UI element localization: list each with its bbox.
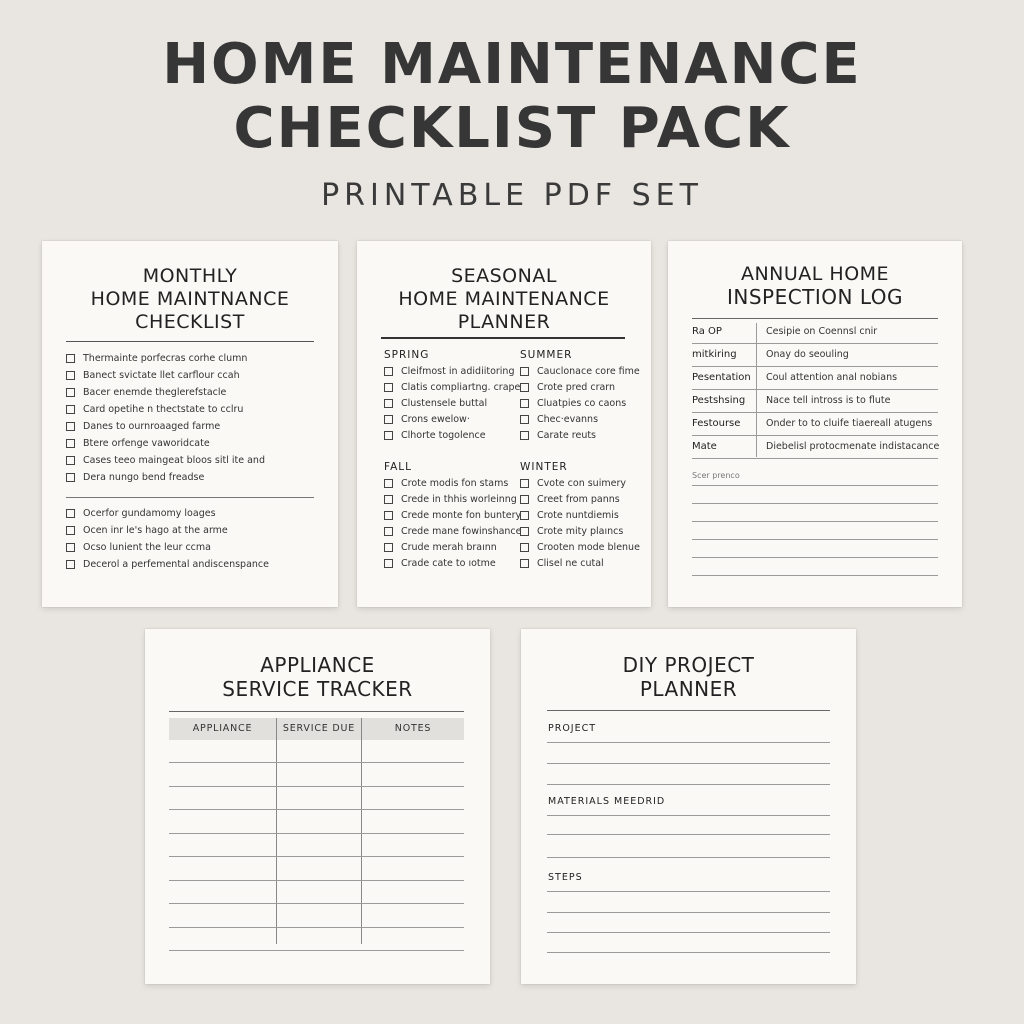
log-row [692,414,938,436]
log-row-label: mitkiring [692,349,737,360]
divider [66,341,314,342]
sheet-title [521,653,856,701]
sheet-title-line: MONTHLY [142,265,238,287]
section-label-project: PROJECT [548,723,597,734]
column-header-service-due: SERVICE DUE [277,718,361,740]
pack-title-line1: HOME MAINTENANCE [162,32,862,97]
checkbox[interactable] [384,511,393,520]
sheet-title-line: SERVICE TRACKER [222,677,413,701]
checklist-item-text: Cluatpies co caons [537,397,627,409]
checkbox[interactable] [66,456,75,465]
checklist-item [520,556,604,570]
checklist-item-text: Crote modis fon stams [401,477,509,489]
checklist-item-text: Cases teeo maingeat bloos sitl ite and [83,454,265,466]
divider [66,497,314,498]
checkbox[interactable] [384,383,393,392]
log-row-value: Nace tell intross is to flute [766,395,891,406]
checkbox[interactable] [520,479,529,488]
row-line [692,343,938,344]
checklist-item-text: Crede monte fon buntery [401,509,522,521]
checklist-item [66,368,240,382]
sheet-title-line: SEASONAL [451,265,557,287]
log-row-label: Pestshsing [692,395,746,406]
checklist-item-text: Crote pred crarn [537,381,616,393]
checkbox[interactable] [384,415,393,424]
checklist-item [66,402,243,416]
checklist-item-text: Btere orfenge vaworidcate [83,437,210,449]
log-row [692,322,938,344]
row-line [692,435,938,436]
season-label-spring: SPRING [384,349,430,361]
checklist-item-text: Crade cate to ıotme [401,557,496,569]
checkbox[interactable] [520,383,529,392]
checklist-item-text: Crons ewelow· [401,413,470,425]
sheet-title [145,653,490,701]
checkbox[interactable] [520,527,529,536]
sheet-title-line: PLANNER [457,311,551,333]
checklist-item-text: Bacer enemde theglerefstacle [83,386,227,398]
checklist-item-text: Cleifmost in adidiitoring [401,365,515,377]
checkbox[interactable] [520,399,529,408]
table-row-line[interactable] [169,903,464,904]
checkbox[interactable] [384,399,393,408]
sheet-title [42,265,338,334]
write-line[interactable] [547,834,830,835]
checklist-item [520,540,640,554]
write-line[interactable] [547,932,830,933]
checklist-item-text: Clisel ne cutal [537,557,604,569]
checkbox[interactable] [66,371,75,380]
checklist-item [66,506,216,520]
checklist-item-text: Clatis compliartng. crape [401,381,521,393]
checklist-item-text: Crede in thhis worleinng [401,493,517,505]
table-row-line[interactable] [169,762,464,763]
checklist-item [384,540,497,554]
divider [547,710,830,711]
log-row-label: Ra OP [692,326,722,337]
notes-label: Scer prenco [692,471,740,480]
row-line [692,366,938,367]
log-row-label: Mate [692,441,717,452]
checklist-item [520,396,626,410]
checklist-item-text: Crede mane fowinshance [401,525,522,537]
table-row-line[interactable] [169,950,464,951]
checklist-item-text: Cauclonace core fime [537,365,640,377]
section-label-materials: MATERIALS MEEDRID [548,796,666,807]
section-label-steps: STEPS [548,872,583,883]
notes-line[interactable] [692,539,938,540]
checkbox[interactable] [66,509,75,518]
seasonal-planner-sheet [357,241,651,607]
log-row-value: Onay do seouling [766,349,849,360]
pack-subtitle: PRINTABLE PDF SET [321,178,703,213]
row-line [692,458,938,459]
checklist-item-text: Crote nuntdiemis [537,509,619,521]
sheet-title-line: INSPECTION LOG [726,285,904,309]
sheet-title-line: HOME MAINTNANCE [90,288,290,310]
checklist-item [66,419,220,433]
pack-title-line2: CHECKLIST PACK [233,96,791,161]
log-row [692,391,938,413]
divider [381,337,625,339]
checkbox[interactable] [384,543,393,552]
sheet-title [668,263,962,309]
log-row-value: Onder to to cluife tiaereall atugens [766,418,933,429]
appliance-service-tracker-sheet [145,629,490,984]
checklist-item [384,524,522,538]
checklist-item [384,364,514,378]
checklist-item-text: Ocerfor gundamomy loages [83,507,216,519]
sheet-title-line: CHECKLIST [135,311,245,333]
write-line[interactable] [547,742,830,743]
write-line[interactable] [547,952,830,953]
checklist-item [66,470,204,484]
checklist-item [384,476,508,490]
checklist-item-text: Decerol a perfemental andiscenspance [83,558,269,570]
checkbox[interactable] [520,559,529,568]
checklist-item [66,436,210,450]
checklist-item-text: Creet from panns [537,493,620,505]
sheet-title-line: ANNUAL HOME [740,263,890,285]
sheet-title-line: DIY PROJECT [622,653,755,677]
divider [169,711,464,712]
checklist-item [66,351,247,365]
checklist-item-text: Crooten mode blenue [537,541,640,553]
checkbox[interactable] [520,367,529,376]
checklist-item-text: Banect svictate llet carflour ccah [83,369,240,381]
table-row-line[interactable] [169,880,464,881]
checkbox[interactable] [66,543,75,552]
checkbox[interactable] [384,495,393,504]
checkbox[interactable] [384,559,393,568]
annual-inspection-log-sheet [668,241,962,607]
season-label-fall: FALL [384,461,412,473]
checklist-item [384,412,470,426]
checkbox[interactable] [384,479,393,488]
notes-line[interactable] [692,521,938,522]
checklist-item [384,508,521,522]
checklist-item [520,508,619,522]
checkbox[interactable] [66,405,75,414]
checklist-item-text: Dera nungo bend freadse [83,471,205,483]
table-row-line[interactable] [169,809,464,810]
checklist-item [520,380,615,394]
row-line [692,389,938,390]
sheet-title [357,265,651,334]
checklist-item-text: Clhorte togolence [401,429,486,441]
checkbox[interactable] [66,388,75,397]
checklist-item-text: Cvote con suimery [537,477,626,489]
checklist-item-text: Crote mity plaıncs [537,525,624,537]
divider [692,318,938,319]
tracker-table [169,718,464,948]
checkbox[interactable] [66,473,75,482]
checklist-item [66,540,211,554]
sheet-title-line: HOME MAINTENANCE [398,288,610,310]
checklist-item [520,492,620,506]
checkbox[interactable] [66,560,75,569]
notes-line[interactable] [692,575,938,576]
table-row-line[interactable] [169,856,464,857]
checkbox[interactable] [66,422,75,431]
checkbox[interactable] [384,367,393,376]
sheet-title-line: PLANNER [639,677,738,701]
log-row-value: Diebelisl protocmenate indistacance [766,441,940,452]
log-row [692,368,938,390]
table-row-line[interactable] [169,786,464,787]
checklist-item [66,385,226,399]
write-line[interactable] [547,857,830,858]
row-line [692,412,938,413]
log-row-label: Festourse [692,418,741,429]
monthly-checklist-sheet [42,241,338,607]
checklist-item-text: Ocen inr le's hago at the arme [83,524,228,536]
table-row-line[interactable] [169,927,464,928]
sheet-title-line: APPLIANCE [260,653,375,677]
checklist-item [384,396,487,410]
checkbox[interactable] [384,527,393,536]
write-line[interactable] [547,815,830,816]
checklist-item [384,380,520,394]
checklist-item-text: Card opetihe n thectstate to cclru [83,403,244,415]
season-label-winter: WINTER [520,461,568,473]
checklist-item [66,523,228,537]
table-row-line[interactable] [169,833,464,834]
checklist-item [66,453,265,467]
season-label-summer: SUMMER [520,349,573,361]
checklist-item [520,428,596,442]
checkbox[interactable] [520,415,529,424]
checkbox[interactable] [66,354,75,363]
column-header-appliance: APPLIANCE [169,718,276,740]
column-divider [361,718,362,944]
write-line[interactable] [547,912,830,913]
checkbox[interactable] [520,431,529,440]
checklist-item [520,364,640,378]
checklist-item-text: Ocso lunient the leur ccma [83,541,211,553]
log-row-value: Coul attention anal nobians [766,372,898,383]
diy-project-planner-sheet [521,629,856,984]
checklist-item [520,524,623,538]
column-divider [276,718,277,944]
checkbox[interactable] [520,543,529,552]
checklist-item [384,492,517,506]
checkbox[interactable] [384,431,393,440]
checklist-item [384,556,496,570]
checklist-item-text: Danes to ournroaaged farme [83,420,221,432]
checklist-item-text: Thermainte porfecras corhe clumn [83,352,248,364]
checklist-item [384,428,486,442]
checklist-item-text: Crude merah braınn [401,541,497,553]
write-line[interactable] [547,784,830,785]
checklist-item-text: Clustensele buttal [401,397,488,409]
log-row-value: Cesipie on Coennsl cnir [766,326,878,337]
notes-line[interactable] [692,485,938,486]
log-row [692,345,938,367]
write-line[interactable] [547,763,830,764]
checklist-item [520,412,598,426]
write-line[interactable] [547,891,830,892]
checklist-item [520,476,626,490]
checkbox[interactable] [520,511,529,520]
column-header-notes: NOTES [362,718,464,740]
checkbox[interactable] [520,495,529,504]
checklist-item [66,557,269,571]
log-row-label: Pesentation [692,372,751,383]
checkbox[interactable] [66,526,75,535]
notes-line[interactable] [692,557,938,558]
checklist-item-text: Carate reuts [537,429,597,441]
checklist-item-text: Chec·evanns [537,413,599,425]
log-row [692,437,938,459]
notes-line[interactable] [692,503,938,504]
checkbox[interactable] [66,439,75,448]
